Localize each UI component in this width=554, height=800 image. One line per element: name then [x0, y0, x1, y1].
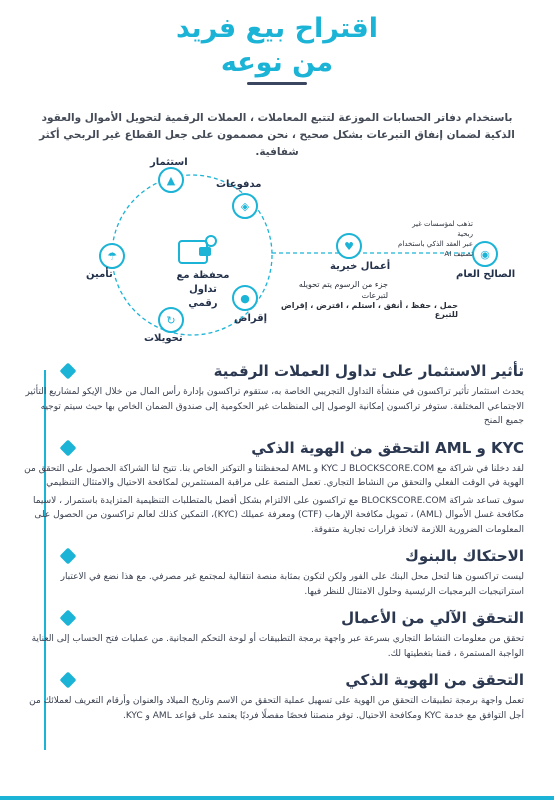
- section-body-2: سوف تساعد شراكة BLOCKSCORE.COM مع تراكسون على الالتزام بشكل أفضل بالمتطلبات التنظيمية المتزايدة باستمرار ، لاسيما مكافحة غسل الأموال (AML) ، تمويل مكافحة الإرهاب (CTF) ومعرفة عميلك (KYC)، التمكين كذلك لعالم تراكسون من الحصول على المعلومات الضرورية اللازمة لاتخاذ قرارات تجارية متفوقة.: [32, 495, 524, 535]
- section-bank-friction: [22, 545, 532, 599]
- section-business-verification: [22, 607, 532, 661]
- intro-paragraph: باستخدام دفاتر الحسابات الموزعة لتتبع المعاملات ، العملات الرقمية لتحويل الأموال والعقود الذكية لضمان إنفاق التبرعات بشكل صحيح ، نحن مصممون على جعل القطاع غير الربحي أكثر شفافية.: [39, 112, 515, 158]
- section-heading: التحقق الآلي من الأعمال: [341, 609, 524, 627]
- charity-note: جزء من الرسوم يتم تحويله لتبرعات: [298, 280, 388, 300]
- payments-label: مدفوعات: [216, 179, 262, 190]
- section-impact-investment: [22, 360, 532, 429]
- investment-label: استثمار: [150, 157, 188, 168]
- wallet-icon: [177, 233, 217, 267]
- nonprofit-note: [395, 219, 473, 259]
- section-heading: التحقق من الهوية الذكي: [345, 671, 524, 689]
- section-kyc-aml: [22, 437, 532, 538]
- payment-icon: ◈: [232, 193, 258, 219]
- nonprofit-note-1: تذهب لمؤسسات غير ربحية: [412, 220, 473, 238]
- section-body: لقد دخلنا في شراكة مع BLOCKSCORE.COM لـ KYC و AML لمحفظتنا و التوكنز الخاص بنا. تتيح لنا الشراكة الحصول على التحقق من الهوية في الوقت الفعلي والتحقق من النشاط التجاري. تعمل المنصة على مراقبة المستثمرين لمكافحة الاحتيال والامتثال التنظيمي: [24, 463, 524, 488]
- section-heading: KYC و AML التحقق من الهوية الذكي: [251, 438, 524, 457]
- sections-list: [22, 360, 532, 731]
- loans-label: إقراض: [234, 313, 268, 324]
- nonprofit-note-3: تصنيف AI: [444, 250, 473, 258]
- chart-icon: ▲: [158, 167, 184, 193]
- coins-icon: ●: [232, 285, 258, 311]
- transfers-label: تحويلات: [144, 333, 183, 344]
- section-heading: الاحتكاك بالبنوك: [405, 547, 524, 565]
- insurance-label: تأمين: [86, 269, 113, 280]
- footer-bar: [0, 796, 554, 800]
- section-body: تحقق من معلومات النشاط التجاري بسرعة عبر واجهة برمجة التطبيقات أو لوحة التحكم المجانية. من عمليات فتح الحساب إلى العناية الواجبة المستمرة ، قمنا بتغطيتها لك.: [31, 634, 524, 659]
- transfer-icon: ↻: [158, 307, 184, 333]
- heart-hands-icon: ♥: [336, 233, 362, 259]
- title-line-2: من نوعه: [220, 47, 334, 78]
- section-heading: تأثير الاستثمار على تداول العملات الرقمية: [213, 362, 524, 380]
- nonprofit-note-2: عبر العقد الذكي باستخدام: [398, 240, 473, 248]
- section-smart-identity: [22, 669, 532, 723]
- charity-label: أعمال خيرية: [330, 261, 391, 272]
- globe-icon: ◉: [472, 241, 498, 267]
- charity-actions: حمل ، حفظ ، أنفق ، استلم ، اقترض ، إقراض للتبرع: [281, 301, 458, 319]
- title-line-1: اقتراح بيع فريد: [175, 13, 379, 44]
- page-title: [0, 12, 554, 85]
- public-good-label: الصالح العام: [456, 269, 516, 280]
- umbrella-icon: ☂: [99, 243, 125, 269]
- section-body: يحدث استثمار تأثير تراكسون في منشأة التداول التجريبي الخاصة به، ستقوم تراكسون بإدارة رأس المال من خلال الإيكو لمشاريع التأثير الاجتماعي المختلفة. ستوفر تراكسون إمكانية الوصول إلى المنظمات غير الحكومية إلى صندوق الضمان الخاص بها حيث سيتم توجيه جميع المنح: [25, 387, 524, 426]
- section-body: ليست تراكسون هنا لتحل محل البنك على الفور ولكن لتكون بمثابة منصة انتقالية لمجتمع غير مصرفي. مع هذا نضع في الاعتبار استراتيجيات البرمجيات الرئيسية وحلول الامتثال للنظر فيها.: [60, 572, 524, 597]
- ecosystem-diagram: [0, 155, 554, 355]
- title-underline: [247, 82, 307, 85]
- section-body: تعمل واجهة برمجة تطبيقات التحقق من الهوية على تسهيل عملية التحقق من الاسم وتاريخ الميلاد والعنوان وأرقام التعريف لعملائك من أجل التوافق مع خدمة KYC ومكافحة الاحتيال. توفر منصتنا فحصًا مفصلًا فرديًا يعتمد على قواعد AML و KYC.: [29, 696, 524, 721]
- wallet-label: محفظة مع تداول رقمي: [176, 270, 230, 309]
